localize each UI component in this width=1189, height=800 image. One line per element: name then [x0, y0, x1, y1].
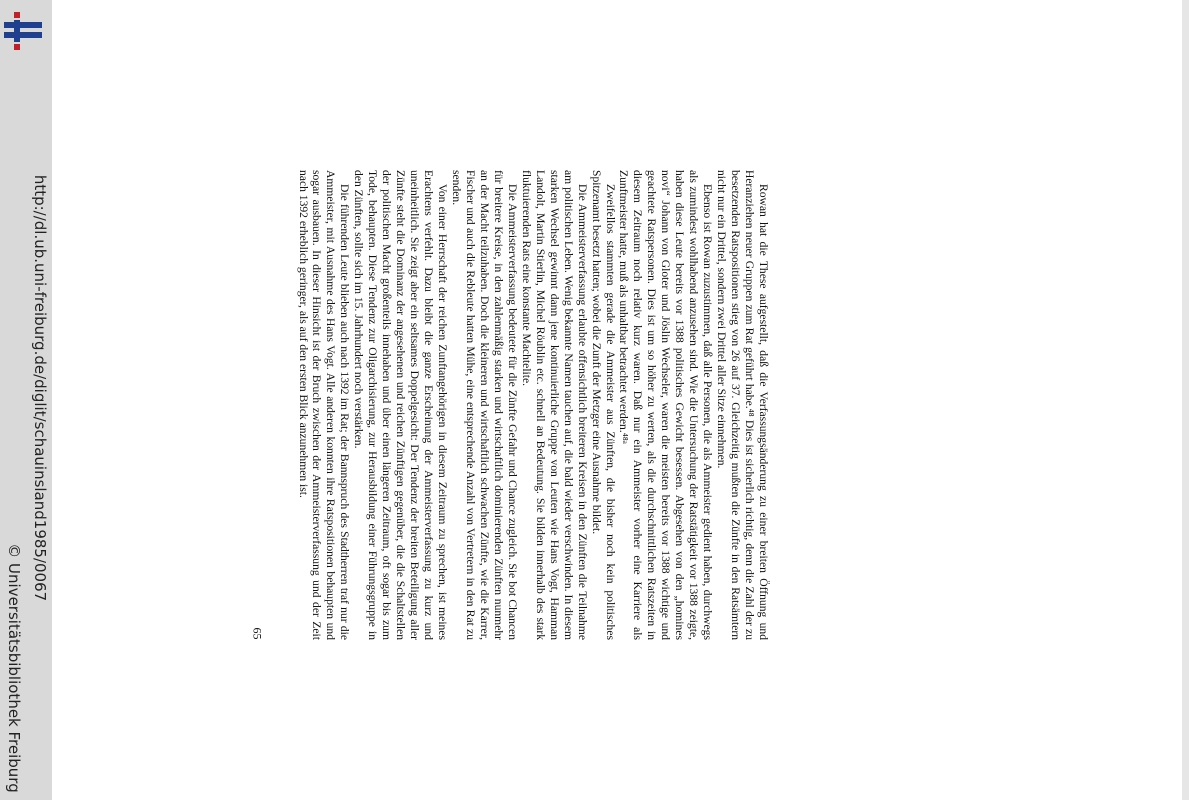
paragraph: Ebenso ist Rowan zuzustimmen, daß alle Personen, die als Ammeister gedient haben, durchwegs als zumindest wohlhabend anzusehen sind. Wie die Untersuchung der Ratstätigkeit vor 1388 zeigte, haben diese Leute bereits vor 1388 politisches Gewicht besessen. Abgesehen von den „homines novi“ Johann von Gloter und Jöslin Wechseler, waren die meisten bereits vor 1388 wichtige und geachtete Ratspersonen. Dies ist um so höher zu werten, als die durchschnittlichen Ratszeiten in diesem Zeitraum noch relativ kurz waren. Daß nur ein Ammeister vorher eine Karriere als Zunftmeister hatte, muß als unhaltbar betrachtet werden.⁴⁸ᵃ: [617, 170, 715, 640]
paragraph: Die Ammeisterverfassung bedeutete für die Zünfte Gefahr und Chance zugleich. Sie bot Chancen für breitere Kreise, in den zahlenmäßig starken und wirtschaftlich dominierenden Zünften nunmehr an der Macht teilzuhaben. Doch die kleineren und wirtschaftlich schwachen Zünfte, wie die Karrer, Fischer und auch die Rebleute hatten Mühe, eine entsprechende Anzahl von Vertretern in den Rat zu senden.: [450, 170, 519, 640]
paragraph: Von einer Herrschaft der reichen Zunftangehörigen in diesem Zeitraum zu sprechen, ist meines Erachtens verfehlt. Dazu bleibt die ganze Erscheinung der Ammeisterverfassung zu kurz und uneinheitlich. Sie zeigt aber ein seltsames Doppelgesicht: Der Tendenz der breiten Beteiligung aller Zünfte steht die Dominanz der angesehenen und reichen Zünftigen gegenüber, die die Schaltstellen der politischen Macht großenteils innehaben und über einen längeren Zeitraum, oft sogar bis zum Tode, behaupten. Diese Tendenz zur Oligarchisierung, zur Herausbildung einer Führungsgruppe in den Zünften, sollte sich im 15. Jahrhundert noch verstärken.: [352, 170, 450, 640]
viewer-scroll-edge: [1182, 0, 1189, 800]
paragraph: Zweifellos stammten gerade die Ammeister aus Zünften, die bisher noch kein politisches Spitzenamt besetzt hatten; wobei die Zunft der Metzger eine Ausnahme bildet.: [589, 170, 617, 640]
page-body: [296, 170, 770, 640]
source-url: http://dl.ub.uni-freiburg.de/diglit/schauinsland1985/0067: [31, 174, 49, 602]
paragraph: Die Ammeisterverfassung erlaubte offensichtlich breiteren Kreisen in den Zünften die Teilnahme am politischen Leben. Wenig bekannte Namen tauchen auf, die bald wieder verschwinden. In diesem starken Wechsel gewinnt dann jene kontinuierliche Gruppe von Leuten wie Hans Vogt, Hamman Landolt, Martin Stierlin, Michel Röublin etc. schnell an Bedeutung. Sie bilden innerhalb des stark fluktuierenden Rats eine konstante Machtelite.: [519, 170, 589, 640]
paragraph: Die führenden Leute blieben auch nach 1392 im Rat; der Bannspruch des Stadtherren traf nur die Ammeister, mit Ausnahme des Hans Vogt. Alle anderen konnten ihre Ratspositionen behaupten und sogar ausbauen. In dieser Hinsicht ist der Bruch zwischen der Ammeisterverfassung und der Zeit nach 1392 erheblich geringer, als auf den ersten Blick anzunehmen ist.: [296, 170, 352, 640]
library-logo-icon: [2, 8, 44, 52]
page-text-block: [296, 170, 770, 640]
page-number: 65: [250, 627, 265, 640]
paragraph: Rowan hat die These aufgestellt, daß die Verfassungsänderung zu einer breiten Öffnung und Heranziehen neuer Gruppen zum Rat geführt habe.⁴⁸ Dies ist sicherlich richtig, denn die Zahl der zu besetzenden Ratspositionen stieg von 26 auf 37. Gleichzeitig mußten die Zünfte in den Ratsämtern nicht nur ein Drittel, sondern zwei Drittel aller Sitze einnehmen.: [715, 170, 770, 640]
viewer-sidebar: [0, 0, 52, 800]
copyright-notice: © Universitätsbibliothek Freiburg: [5, 543, 23, 793]
